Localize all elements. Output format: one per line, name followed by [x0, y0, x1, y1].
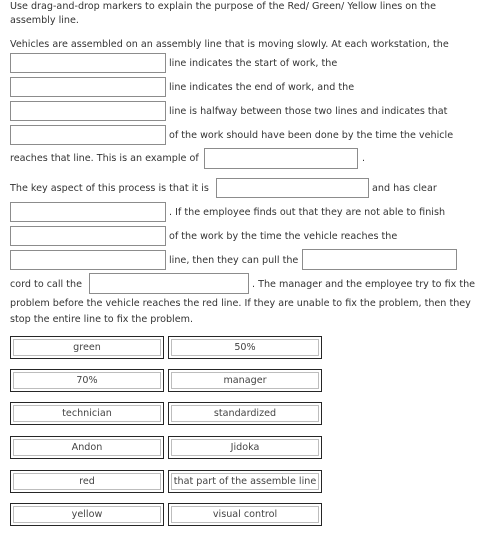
drag-option-manager[interactable] — [168, 369, 322, 392]
option-label: visual control — [212, 509, 278, 520]
drop-target-2[interactable] — [10, 77, 166, 97]
drag-option-50-percent[interactable] — [168, 336, 322, 359]
sentence-fragment: line indicates the end of work, and the — [169, 82, 355, 93]
option-label: green — [73, 342, 101, 353]
sentence-fragment: of the work by the time the vehicle reaches the — [169, 231, 398, 242]
option-label: 70% — [76, 375, 98, 386]
sentence-fragment: reaches that line. This is an example of — [10, 153, 199, 164]
drop-target-6[interactable] — [216, 178, 369, 198]
sentence-fragment: line is halfway between those two lines and indicates that — [169, 106, 448, 117]
drop-target-8[interactable] — [10, 226, 166, 246]
drag-option-yellow[interactable] — [10, 503, 164, 526]
option-label: Jidoka — [230, 442, 260, 453]
sentence-fragment: of the work should have been done by the time the vehicle — [169, 130, 454, 141]
sentence-period: . — [362, 153, 366, 164]
drag-option-andon[interactable] — [10, 436, 164, 459]
drag-option-standardized[interactable] — [168, 402, 322, 425]
drag-option-red[interactable] — [10, 470, 164, 493]
sentence-fragment: The key aspect of this process is that it is — [10, 183, 209, 194]
sentence-fragment: line indicates the start of work, the — [169, 58, 338, 69]
option-label: that part of the assemble line — [173, 476, 317, 487]
option-label: Andon — [71, 442, 103, 453]
sentence-fragment: and has clear — [372, 183, 437, 194]
sentence-fragment: cord to call the — [10, 279, 83, 290]
drop-target-10[interactable] — [302, 249, 457, 270]
sentence-fragment: . The manager and the employee try to fix the — [252, 279, 476, 290]
drop-target-11[interactable] — [89, 273, 249, 294]
drag-option-jidoka[interactable] — [168, 436, 322, 459]
option-label: standardized — [213, 408, 277, 419]
option-label: red — [79, 476, 95, 487]
drop-target-3[interactable] — [10, 101, 166, 121]
drag-option-green[interactable] — [10, 336, 164, 359]
option-label: technician — [62, 408, 112, 419]
drop-target-9[interactable] — [10, 250, 166, 270]
drag-option-70-percent[interactable] — [10, 369, 164, 392]
sentence-fragment: . If the employee finds out that they are not able to finish — [169, 207, 446, 218]
sentence-fragment: problem before the vehicle reaches the red line. If they are unable to fix the problem, then they stop the entire line to fix the problem. — [10, 298, 471, 325]
sentence-fragment: line, then they can pull the — [169, 255, 299, 266]
drop-target-7[interactable] — [10, 202, 166, 222]
drop-target-5[interactable] — [204, 148, 358, 169]
drag-option-that-part-of-line[interactable] — [168, 470, 322, 493]
option-label: yellow — [71, 509, 103, 520]
drop-target-4[interactable] — [10, 125, 166, 145]
instruction-text: Use drag-and-drop markers to explain the purpose of the Red/ Green/ Yellow lines on the assembly line. — [10, 1, 437, 26]
drag-option-visual-control[interactable] — [168, 503, 322, 526]
option-label: manager — [223, 375, 267, 386]
drag-option-technician[interactable] — [10, 402, 164, 425]
paragraph-1-intro: Vehicles are assembled on an assembly line that is moving slowly. At each workstation, the — [10, 39, 449, 50]
option-label: 50% — [234, 342, 256, 353]
drop-target-1[interactable] — [10, 53, 166, 73]
